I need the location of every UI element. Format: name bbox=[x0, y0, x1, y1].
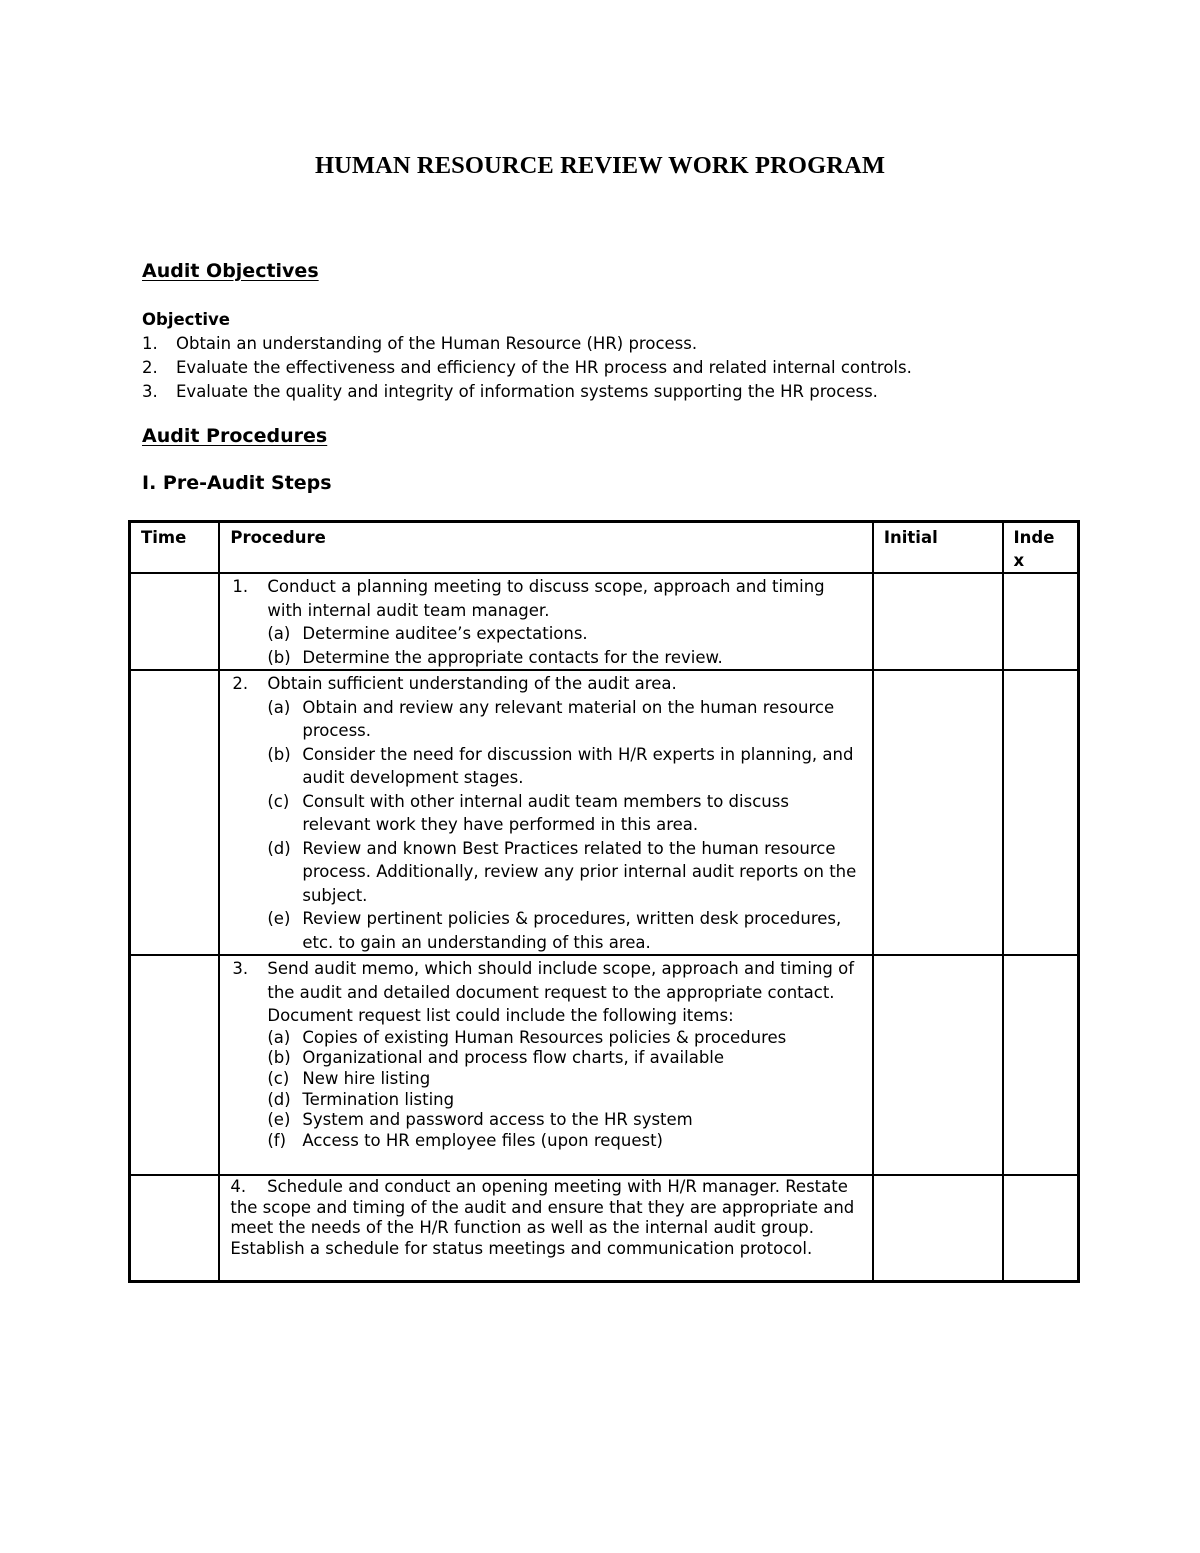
step-number: 3. bbox=[232, 959, 249, 978]
index-cell bbox=[1003, 670, 1079, 955]
sub-step-text: Termination listing bbox=[302, 1089, 455, 1109]
time-cell bbox=[130, 955, 220, 1175]
sub-step bbox=[230, 646, 862, 670]
initial-cell bbox=[873, 670, 1003, 955]
table-row bbox=[130, 1175, 1079, 1281]
sub-step bbox=[230, 696, 862, 743]
objective-text: Evaluate the effectiveness and efficiency of the HR process and related internal controls. bbox=[176, 358, 912, 377]
objectives-list bbox=[142, 332, 912, 404]
audit-procedures-heading: Audit Procedures bbox=[142, 425, 328, 447]
table-header-row bbox=[130, 522, 1079, 574]
sub-step bbox=[230, 622, 862, 646]
table-row bbox=[130, 573, 1079, 670]
objective-item bbox=[142, 380, 912, 404]
audit-objectives-heading: Audit Objectives bbox=[142, 260, 319, 282]
sub-step-label: (d) bbox=[267, 1089, 291, 1109]
sub-step-text: Review and known Best Practices related to the human resource process. Additionally, review any prior internal audit reports on the subject. bbox=[302, 838, 857, 905]
objective-number: 1. bbox=[142, 334, 158, 353]
sub-step-text: Consider the need for discussion with H/R experts in planning, and audit development stages. bbox=[302, 744, 854, 787]
time-cell bbox=[130, 670, 220, 955]
sub-step-text: Review pertinent policies & procedures, written desk procedures, etc. to gain an understanding of this area. bbox=[302, 909, 842, 952]
procedure-step bbox=[230, 957, 862, 1028]
sub-step-text: System and password access to the HR system bbox=[302, 1110, 693, 1130]
step-number: 2. bbox=[232, 674, 249, 693]
document-title: HUMAN RESOURCE REVIEW WORK PROGRAM bbox=[314, 152, 886, 179]
table-row bbox=[130, 955, 1079, 1175]
objective-item bbox=[142, 356, 912, 380]
time-cell bbox=[130, 573, 220, 670]
sub-step-label: (b) bbox=[267, 744, 291, 764]
initial-cell bbox=[873, 955, 1003, 1175]
step-number: 1. bbox=[232, 577, 249, 596]
objective-item bbox=[142, 332, 912, 356]
sub-step-label: (f) bbox=[267, 1131, 287, 1151]
sub-step bbox=[230, 907, 862, 954]
objective-text: Evaluate the quality and integrity of information systems supporting the HR process. bbox=[176, 382, 878, 401]
procedure-cell bbox=[219, 955, 873, 1175]
index-cell bbox=[1003, 573, 1079, 670]
sub-step bbox=[230, 1069, 862, 1090]
sub-step-label: (e) bbox=[267, 909, 291, 928]
objective-text: Obtain an understanding of the Human Resource (HR) process. bbox=[176, 334, 698, 353]
sub-step bbox=[230, 1131, 862, 1152]
step-text: Conduct a planning meeting to discuss scope, approach and timing with internal audit team manager. bbox=[267, 577, 825, 620]
sub-step-label: (b) bbox=[267, 647, 291, 667]
pre-audit-steps-heading: I. Pre-Audit Steps bbox=[142, 472, 332, 494]
sub-step-text: Access to HR employee files (upon request) bbox=[302, 1131, 663, 1151]
sub-step bbox=[230, 1110, 862, 1131]
header-index-line2: x bbox=[1013, 551, 1025, 570]
sub-step bbox=[230, 743, 862, 790]
sub-step-label: (a) bbox=[267, 697, 291, 717]
sub-step-text: Determine the appropriate contacts for the review. bbox=[302, 647, 723, 667]
sub-step bbox=[230, 1090, 862, 1111]
sub-step-label: (a) bbox=[267, 1027, 291, 1047]
header-index-line1: Inde bbox=[1013, 528, 1055, 547]
procedure-cell bbox=[219, 573, 873, 670]
header-time: Time bbox=[130, 522, 220, 574]
objective-label: Objective bbox=[142, 310, 230, 329]
header-procedure: Procedure bbox=[219, 522, 873, 574]
header-initial: Initial bbox=[873, 522, 1003, 574]
objective-number: 2. bbox=[142, 358, 158, 377]
initial-cell bbox=[873, 1175, 1003, 1281]
procedure-step bbox=[230, 672, 862, 696]
sub-step-label: (e) bbox=[267, 1110, 291, 1130]
sub-step-text: Determine auditee’s expectations. bbox=[302, 624, 588, 643]
index-cell bbox=[1003, 955, 1079, 1175]
sub-step-text: New hire listing bbox=[302, 1068, 431, 1088]
time-cell bbox=[130, 1175, 220, 1281]
sub-step-label: (d) bbox=[267, 838, 291, 858]
sub-step-text: Organizational and process flow charts, if available bbox=[302, 1048, 725, 1068]
sub-step-label: (a) bbox=[267, 624, 291, 643]
sub-step-text: Consult with other internal audit team members to discuss relevant work they have performed in this area. bbox=[302, 791, 789, 834]
objective-number: 3. bbox=[142, 382, 158, 401]
sub-step-label: (c) bbox=[267, 791, 290, 811]
sub-step-label: (b) bbox=[267, 1048, 291, 1068]
procedures-table bbox=[128, 520, 1080, 1283]
index-cell bbox=[1003, 1175, 1079, 1281]
step-text: 4. Schedule and conduct an opening meeting with H/R manager. Restate the scope and timing of the audit and ensure that they are appropriate and meet the needs of the H/R function as well as the internal audit group. Establish a schedule for status meetings and communication protocol. bbox=[230, 1177, 860, 1258]
sub-step bbox=[230, 1028, 862, 1049]
sub-step-label: (c) bbox=[267, 1068, 290, 1088]
sub-step bbox=[230, 837, 862, 908]
procedure-step bbox=[230, 575, 862, 622]
sub-step bbox=[230, 1048, 862, 1069]
procedure-cell bbox=[219, 670, 873, 955]
sub-step bbox=[230, 790, 862, 837]
header-index bbox=[1003, 522, 1079, 574]
sub-step-text: Copies of existing Human Resources policies & procedures bbox=[302, 1027, 787, 1047]
step-text: Obtain sufficient understanding of the audit area. bbox=[267, 674, 677, 693]
step-text: Send audit memo, which should include scope, approach and timing of the audit and detailed document request to the appropriate contact. Document request list could include the following items: bbox=[267, 959, 855, 1025]
procedure-cell bbox=[219, 1175, 873, 1281]
initial-cell bbox=[873, 573, 1003, 670]
sub-step-text: Obtain and review any relevant material on the human resource process. bbox=[302, 697, 835, 740]
table-row bbox=[130, 670, 1079, 955]
